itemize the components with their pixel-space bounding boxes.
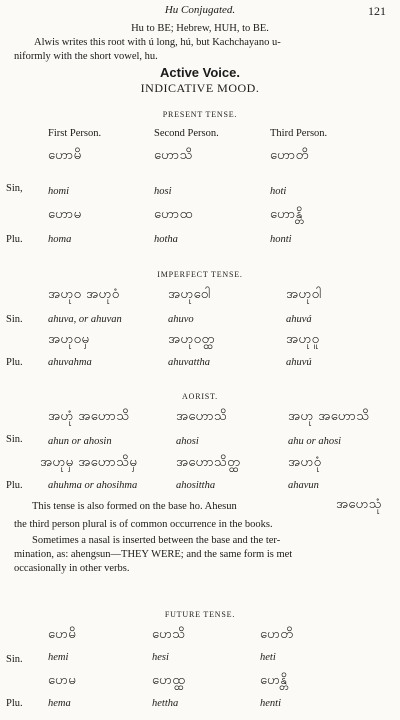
- note-line-3: Sometimes a nasal is inserted between the base and the ter-: [32, 535, 281, 546]
- aorist-plu-label: Plu.: [6, 480, 23, 491]
- imperfect-sin-burmese-2: အဟုဝေါ: [168, 287, 211, 302]
- future-sin-roman-1: hemi: [48, 652, 69, 663]
- aorist-sin-label: Sin.: [6, 434, 23, 445]
- aorist-sin-roman-1: ahun or ahosin: [48, 436, 112, 447]
- present-plu-roman-1: homa: [48, 234, 72, 245]
- aorist-sin-roman-3: ahu or ahosi: [288, 436, 342, 447]
- present-sin-label: Sin,: [6, 183, 23, 194]
- imperfect-plu-roman-3: ahuvú: [286, 357, 312, 368]
- aorist-sin-burmese-1: အဟုံ အဟောသိ: [48, 409, 130, 424]
- aorist-plu-burmese-2: အဟောသိတ္ထ: [176, 455, 241, 470]
- aorist-plu-roman-3: ahavun: [288, 480, 319, 491]
- note-line-1-burmese: အဟေသုံ: [336, 497, 382, 512]
- col-header-first-person: First Person.: [48, 128, 102, 139]
- intro-line-3: niformly with the short vowel, hu.: [14, 51, 158, 62]
- future-plu-roman-1: hema: [48, 698, 71, 709]
- mood-heading: INDICATIVE MOOD.: [140, 81, 260, 95]
- imperfect-plu-roman-1: ahuvahma: [48, 357, 92, 368]
- present-sin-roman-3: hoti: [270, 186, 287, 197]
- aorist-sin-burmese-2: အဟောသိ: [176, 409, 228, 424]
- imperfect-sin-burmese-3: အဟုဝါ: [286, 287, 322, 302]
- aorist-sin-roman-2: ahosi: [176, 436, 199, 447]
- imperfect-plu-burmese-2: အဟုဝတ္ထ: [168, 332, 215, 347]
- intro-line-1: Hu to BE; Hebrew, HUH, to BE.: [131, 23, 269, 34]
- note-line-4: mination, as: ahengsun—THEY WERE; and the same form is met: [14, 549, 293, 560]
- future-plu-burmese-3: ဟေန္တိ: [260, 673, 288, 688]
- page-header-title: Hu Conjugated.: [164, 4, 236, 16]
- present-sin-roman-2: hosi: [154, 186, 172, 197]
- page-number: 121: [368, 4, 386, 18]
- future-plu-roman-3: henti: [260, 698, 281, 709]
- col-header-third-person: Third Person.: [270, 128, 328, 139]
- present-plu-roman-3: honti: [270, 234, 292, 245]
- note-line-5: occasionally in other verbs.: [14, 563, 130, 574]
- imperfect-sin-label: Sin.: [6, 314, 23, 325]
- future-plu-label: Plu.: [6, 698, 23, 709]
- imperfect-tense-caption: IMPERFECT TENSE.: [157, 270, 243, 279]
- future-sin-burmese-3: ဟေတိ: [260, 627, 294, 642]
- imperfect-sin-burmese-1: အဟုဝ အဟုဝံ: [48, 287, 120, 302]
- future-sin-burmese-1: ဟေမိ: [48, 627, 77, 642]
- present-sin-burmese-2: ဟောသိ: [154, 148, 193, 163]
- imperfect-sin-roman-1: ahuva, or ahuvan: [48, 314, 122, 325]
- voice-heading: Active Voice.: [160, 65, 240, 80]
- present-plu-burmese-1: ဟောမ: [48, 207, 82, 222]
- aorist-sin-burmese-3: အဟု အဟောသိ: [288, 409, 370, 424]
- future-tense-caption: FUTURE TENSE.: [164, 610, 236, 619]
- aorist-plu-roman-2: ahosittha: [176, 480, 216, 491]
- present-plu-label: Plu.: [6, 234, 23, 245]
- future-plu-roman-2: hettha: [152, 698, 179, 709]
- present-tense-caption: PRESENT TENSE.: [162, 110, 238, 119]
- note-line-1: This tense is also formed on the base ho. Ahesun: [32, 501, 237, 512]
- aorist-plu-burmese-3: အဟဝုံ: [288, 455, 322, 470]
- intro-line-2: Alwis writes this root with ú long, hú, but Kachchayano u-: [34, 37, 281, 48]
- future-sin-burmese-2: ဟေသိ: [152, 627, 186, 642]
- present-plu-burmese-2: ဟောထ: [154, 207, 193, 222]
- imperfect-plu-roman-2: ahuvattha: [168, 357, 210, 368]
- present-plu-burmese-3: ဟောန္တိ: [270, 207, 303, 222]
- imperfect-plu-burmese-3: အဟုဝူ: [286, 332, 320, 347]
- imperfect-sin-roman-2: ahuvo: [168, 314, 194, 325]
- present-sin-roman-1: homi: [48, 186, 69, 197]
- future-plu-burmese-2: ဟေထ္ထ: [152, 673, 186, 688]
- future-plu-burmese-1: ဟေမ: [48, 673, 77, 688]
- imperfect-plu-label: Plu.: [6, 357, 23, 368]
- present-sin-burmese-3: ဟောတိ: [270, 148, 309, 163]
- aorist-caption: AORIST.: [182, 392, 218, 401]
- imperfect-sin-roman-3: ahuvá: [286, 314, 312, 325]
- future-sin-label: Sin.: [6, 654, 23, 665]
- future-sin-roman-3: heti: [260, 652, 276, 663]
- note-line-2: the third person plural is of common occurrence in the books.: [14, 519, 273, 530]
- present-plu-roman-2: hotha: [154, 234, 178, 245]
- imperfect-plu-burmese-1: အဟုဝမှ: [48, 332, 90, 347]
- aorist-plu-roman-1: ahuhma or ahosihma: [48, 480, 138, 491]
- aorist-plu-burmese-1: အဟုမှ အဟောသိမှ: [40, 455, 138, 470]
- col-header-second-person: Second Person.: [154, 128, 219, 139]
- future-sin-roman-2: hesi: [152, 652, 169, 663]
- present-sin-burmese-1: ဟောမိ: [48, 148, 82, 163]
